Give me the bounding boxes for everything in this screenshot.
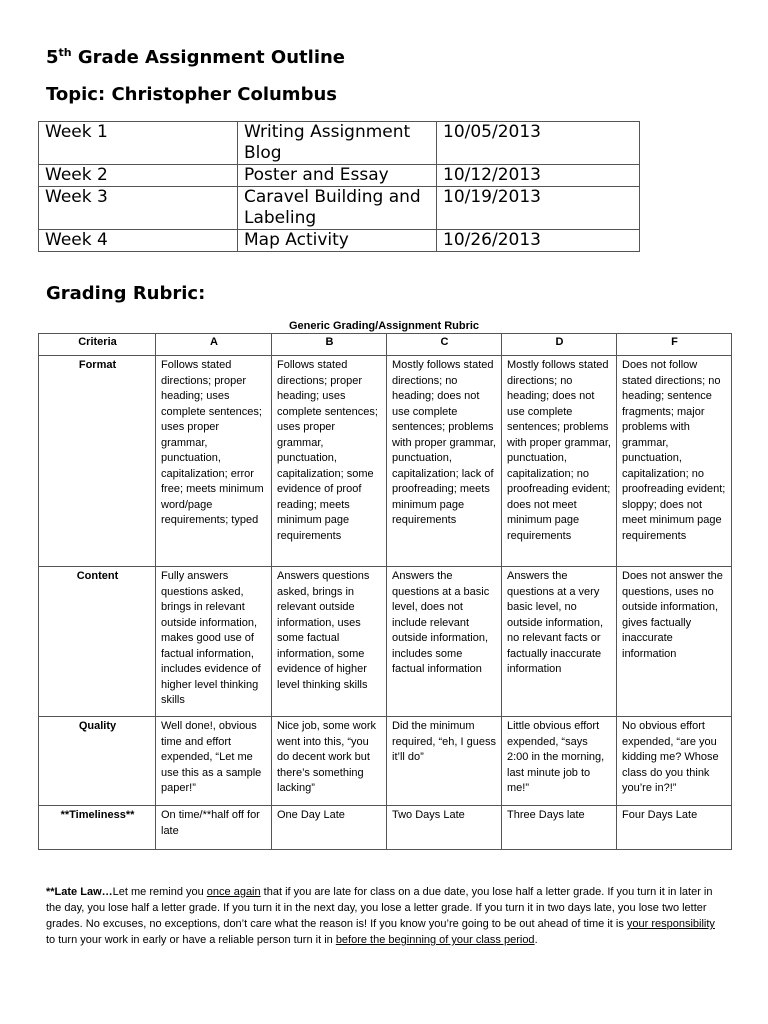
grade-f-cell: Does not answer the questions, uses no outside information, gives factually inaccurate information (617, 567, 732, 717)
grade-f-cell: No obvious effort expended, “are you kidding me? Whose class do you think you’re in?!” (617, 717, 732, 806)
header-grade-c: C (387, 334, 502, 356)
week-cell: Week 4 (39, 230, 238, 252)
rubric-row-timeliness (39, 806, 732, 850)
grade-b-cell: Follows stated directions; proper heading; uses complete sentences; uses proper grammar, punctuation, capitalization; some evidence of proof reading; meets minimum page requirements (272, 356, 387, 567)
assignment-cell: Writing Assignment Blog (238, 122, 437, 165)
title-superscript: th (58, 46, 72, 59)
grade-b-cell: Nice job, some work went into this, “you do decent work but there’s something lacking” (272, 717, 387, 806)
grade-b-cell: Answers questions asked, brings in relevant outside information, uses some factual information, some evidence of higher level thinking skills (272, 567, 387, 717)
late-law-text: Let me remind you (112, 886, 207, 898)
grade-d-cell: Mostly follows stated directions; no heading; does not use complete sentences; problems with proper grammar, punctuation, capitalization; no proofreading evident; does not meet minimum page requirements (502, 356, 617, 567)
rubric-header-row (39, 334, 732, 356)
title-text: Grade Assignment Outline (71, 47, 346, 68)
date-cell: 10/05/2013 (437, 122, 640, 165)
grade-a-cell: Follows stated directions; proper heading; uses complete sentences; uses proper grammar, punctuation, capitalization; error free; meets minimum word/page requirements; typed (156, 356, 272, 567)
assignment-cell: Map Activity (238, 230, 437, 252)
late-law-emphasis: once again (206, 886, 261, 898)
late-law-paragraph (46, 884, 726, 948)
title-number: 5 (46, 47, 59, 68)
rubric-row-format (39, 356, 732, 567)
header-grade-b: B (272, 334, 387, 356)
header-grade-d: D (502, 334, 617, 356)
schedule-row (39, 187, 640, 230)
grade-c-cell: Did the minimum required, “eh, I guess it’ll do” (387, 717, 502, 806)
criteria-cell: **Timeliness** (39, 806, 156, 850)
schedule-table (38, 121, 640, 252)
week-cell: Week 1 (39, 122, 238, 165)
late-law-emphasis: before the beginning of your class period (335, 934, 535, 946)
grade-d-cell: Answers the questions at a very basic level, no outside information, no relevant facts or factually inaccurate information (502, 567, 617, 717)
schedule-row (39, 230, 640, 252)
rubric-heading: Grading Rubric: (46, 283, 206, 304)
grade-c-cell: Mostly follows stated directions; no heading; does not use complete sentences; problems with proper grammar, punctuation, capitalization; lack of proofreading; meets minimum page requirements (387, 356, 502, 567)
grade-a-cell: On time/**half off for late (156, 806, 272, 850)
grade-a-cell: Well done!, obvious time and effort expended, “Let me use this as a sample paper!” (156, 717, 272, 806)
grade-f-cell: Does not follow stated directions; no heading; sentence fragments; major problems with grammar, punctuation, capitalization; no proofreading evident; sloppy; does not meet minimum page requirements (617, 356, 732, 567)
criteria-cell: Format (39, 356, 156, 567)
topic-heading: Topic: Christopher Columbus (46, 84, 337, 105)
date-cell: 10/12/2013 (437, 165, 640, 187)
date-cell: 10/26/2013 (437, 230, 640, 252)
date-cell: 10/19/2013 (437, 187, 640, 230)
grade-d-cell: Three Days late (502, 806, 617, 850)
late-law-label: **Late Law… (46, 886, 113, 898)
late-law-text: that if you are late for class on a due date, you lose half a letter grade. If you turn it in later in the day, you lose half a letter grade. If you turn it in the next day, you lose a letter grade. If you turn it in two days late, you lose two letter grades. No excuses, no exceptions, don’t care what the reason is! If you know you’re going to be out ahead of time it is (46, 886, 713, 930)
assignment-cell: Poster and Essay (238, 165, 437, 187)
grade-c-cell: Answers the questions at a basic level, does not include relevant outside information, includes some factual information (387, 567, 502, 717)
criteria-cell: Content (39, 567, 156, 717)
grade-b-cell: One Day Late (272, 806, 387, 850)
criteria-cell: Quality (39, 717, 156, 806)
rubric-caption: Generic Grading/Assignment Rubric (288, 320, 480, 332)
header-grade-f: F (617, 334, 732, 356)
assignment-cell: Caravel Building and Labeling (238, 187, 437, 230)
page-title (46, 46, 345, 68)
header-grade-a: A (156, 334, 272, 356)
header-criteria: Criteria (39, 334, 156, 356)
schedule-row (39, 165, 640, 187)
rubric-row-quality (39, 717, 732, 806)
late-law-text: to turn your work in early or have a reliable person turn it in (46, 934, 336, 946)
late-law-emphasis: your responsibility (626, 918, 715, 930)
week-cell: Week 3 (39, 187, 238, 230)
grade-a-cell: Fully answers questions asked, brings in relevant outside information, makes good use of factual information, includes evidence of higher level thinking skills (156, 567, 272, 717)
late-law-text: . (534, 934, 538, 946)
rubric-row-content (39, 567, 732, 717)
schedule-row (39, 122, 640, 165)
grade-c-cell: Two Days Late (387, 806, 502, 850)
grade-d-cell: Little obvious effort expended, “says 2:00 in the morning, last minute job to me!” (502, 717, 617, 806)
week-cell: Week 2 (39, 165, 238, 187)
rubric-table (38, 333, 732, 850)
grade-f-cell: Four Days Late (617, 806, 732, 850)
